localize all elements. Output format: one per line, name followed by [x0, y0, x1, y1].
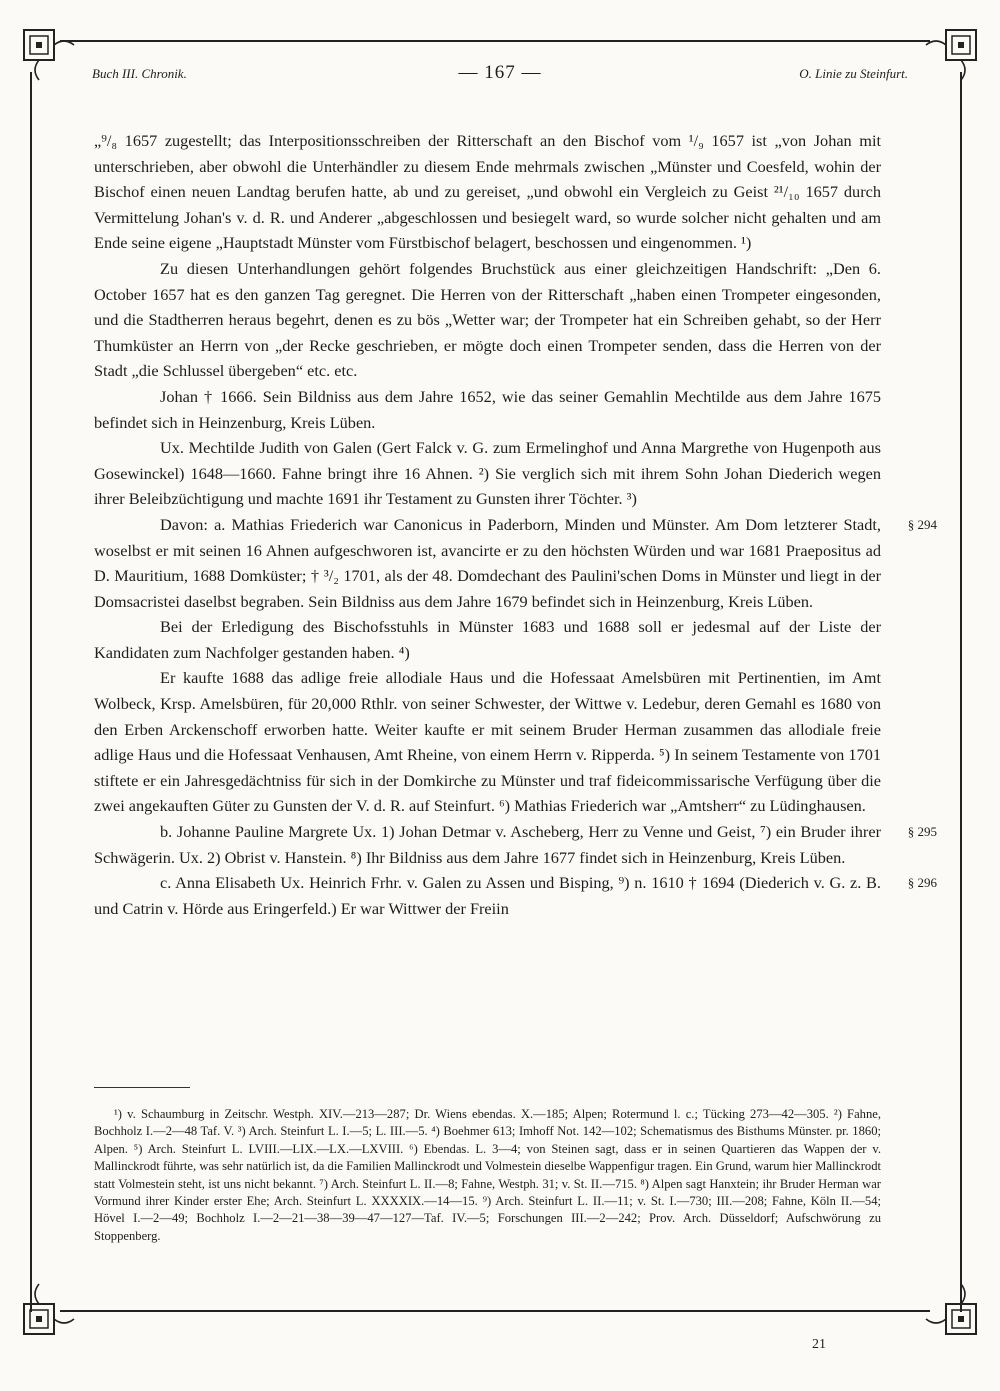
ornament-top-right-icon: [922, 20, 986, 84]
header-page-number: — 167 —: [458, 62, 542, 83]
running-header: [92, 62, 908, 88]
section-b: [94, 819, 937, 870]
margin-mark-294: § 294: [907, 516, 937, 532]
section-a: [94, 512, 937, 614]
main-text: [94, 128, 937, 921]
sheet-number: 21: [812, 1337, 826, 1352]
paragraph-2: Zu diesen Unterhandlungen gehört folgendes Bruchstück aus einer gleichzeitigen Handschrift: „Den 6. October 1657 hat es den ganzen Tag geregnet. Die Herren von der Ritterschaft „haben einen Trompeter eingesonden, und die Stadtherren heraus begehrt, denen es zu bös „Wetter war; der Trompeter hat ein Schreiben gehabt, so der Herr Thumküster an Herrn von „der Recke geschrieben, er mögte doch einen Trompeter senden, dass die Herren von der Stadt „die Schlussel übergeben“ etc. etc.: [94, 258, 881, 381]
header-right: O. Linie zu Steinfurt.: [799, 66, 908, 81]
ornament-bottom-right-icon: [922, 1280, 986, 1344]
margin-mark-296: § 296: [907, 875, 937, 891]
frame-right-line: [960, 72, 962, 1312]
ornament-top-left-icon: [14, 20, 78, 84]
paragraph-8: b. Johanne Pauline Margrete Ux. 1) Johan Detmar v. Ascheberg, Herr zu Venne und Geist, ⁷) ein Bruder ihrer Schwägerin. Ux. 2) Obrist v. Hanstein. ⁸) Ihr Bildniss aus dem Jahre 1677 findet sich in Heinzenburg, Kreis Lüben.: [94, 822, 881, 867]
paragraph-5: Davon: a. Mathias Friederich war Canonicus in Paderborn, Minden und Münster. Am Dom letzterer Stadt, woselbst er mit seinen 16 Ahnen aufgeschworen ist, avancirte er zu den höchsten Würden und war 1681 Praepositus ad D. Mauritium, 1688 Domküster; † ³/₂ 1701, als der 48. Domdechant des Paulini'schen Doms in Münster und liegt in der Domsacristei daselbst begraben. Sein Bildniss aus dem Jahre 1679 befindet sich in Heinzenburg, Kreis Lüben.: [94, 514, 881, 611]
section-c: [94, 870, 937, 921]
footnotes: [94, 1106, 881, 1245]
frame-left-line: [30, 72, 32, 1312]
paragraph-6: Bei der Erledigung des Bischofsstuhls in Münster 1683 und 1688 soll er jedesmal auf der Liste der Kandidaten zum Nachfolger gestanden haben. ⁴): [94, 617, 881, 662]
margin-mark-295: § 295: [907, 824, 937, 840]
ornament-bottom-left-icon: [14, 1280, 78, 1344]
paragraph-1: „⁹/₈ 1657 zugestellt; das Interpositionsschreiben der Ritterschaft an den Bischof vom ¹/₉ 1657 ist „von Johan mit unterschrieben, aber obwohl die Unterhändler zu diesem Ende mehrmals zwischen „Münster und Coesfeld, wohin der Bischof einen neuen Landtag berufen hatte, ab und zu gereiset, „und obwohl ein Vergleich zu Geist ²¹/₁₀ 1657 durch Vermittelung Johan's v. d. R. und Anderer „abgeschlossen und besiegelt ward, so wurde solcher nicht gehalten und am Ende seine eigene „Hauptstadt Münster vom Fürstbischof belagert, beschossen und eingenommen. ¹): [94, 131, 881, 253]
footnote-divider: [94, 1087, 190, 1088]
paragraph-3: Johan † 1666. Sein Bildniss aus dem Jahre 1652, wie das seiner Gemahlin Mechtilde aus dem Jahre 1675 befindet sich in Heinzenburg, Kreis Lüben.: [94, 386, 881, 432]
paragraph-9: c. Anna Elisabeth Ux. Heinrich Frhr. v. Galen zu Assen und Bisping, ⁹) n. 1610 † 1694 (Diederich v. G. z. B. und Catrin v. Hörde aus Eringerfeld.) Er war Wittwer der Freiin: [94, 873, 881, 918]
paragraph-7: Er kaufte 1688 das adlige freie allodiale Haus und die Hofessaat Amelsbüren mit Pertinentien, im Amt Wolbeck, Krsp. Amelsbüren, für 20,000 Rthlr. von seiner Schwester, der Wittwe v. Ledebur, deren Gemahl es 1680 von den Erben Arckenschoff erworben hatte. Weiter kaufte er mit seinem Bruder Herman zusammen das allodiale freie adlige Haus und die Hofessaat Venhausen, Amt Rheine, von einem Herrn v. Ripperda. ⁵) In seinem Testamente von 1701 stiftete er ein Jahresgedächtniss für sich in der Domkirche zu Münster und traf fideicommissarische Verfügung über die zwei angekauften Güter zu Gunsten der V. d. R. auf Steinfurt. ⁶) Mathias Friederich war „Amtsherr“ zu Lüdinghausen.: [94, 668, 881, 816]
frame-top-line: [60, 40, 930, 42]
frame-bottom-line: [60, 1310, 930, 1312]
paragraph-4: Ux. Mechtilde Judith von Galen (Gert Falck v. G. zum Ermelinghof und Anna Margrethe von Hugenpoth aus Gosewinckel) 1648—1660. Fahne bringt ihre 16 Ahnen. ²) Sie verglich sich mit ihrem Sohn Johan Diederich wegen ihrer Beleibzüchtigung und machte 1691 ihr Testament zu Gunsten ihrer Töchter. ³): [94, 438, 881, 509]
header-left: Buch III. Chronik.: [92, 66, 187, 81]
footnote-text: ¹) v. Schaumburg in Zeitschr. Westph. XIV.—213—287; Dr. Wiens ebendas. X.—185; Alpen; Rotermund l. c.; Tücking 273—42—305. ²) Fahne, Bochholz I.—2—48 Taf. V. ³) Arch. Steinfurt L. I.—5; L. III.—5. ⁴) Boehmer 613; Imhoff Not. 142—102; Schematismus des Bisthums Münster. pr. 1860; Alpen. ⁵) Arch. Steinfurt L. LVIII.—LIX.—LX.—LXVIII. ⁶) Ebendas. L. 3—4; von Steinen sagt, dass er in seinen Quartieren das Wappen der v. Mallinckrodt führte, was sehr natürlich ist, da die Familien Mallinckrodt und Volmestein dieselbe Wappenfigur tragen. Ein Grund, warum hier Mallinckrodt statt Volmestein steht, ist uns nicht bekannt. ⁷) Arch. Steinfurt L. II.—8; Fahne, Westph. 31; v. St. II.—715. ⁸) Alpen sagt Hanxtein; ihr Bruder Herman war Vormund ihrer Kinder erster Ehe; Arch. Steinfurt L. XXXXIX.—14—15. ⁹) Arch. Steinfurt L. II.—11; v. St. I.—730; III.—208; Fahne, Köln II.—54; Hövel I.—2—49; Bochholz I.—2—21—38—39—47—127—Taf. IV.—5; Forschungen III.—2—242; Prov. Arch. Düsseldorf; Aufschwörung zu Stoppenberg.: [94, 1107, 881, 1243]
